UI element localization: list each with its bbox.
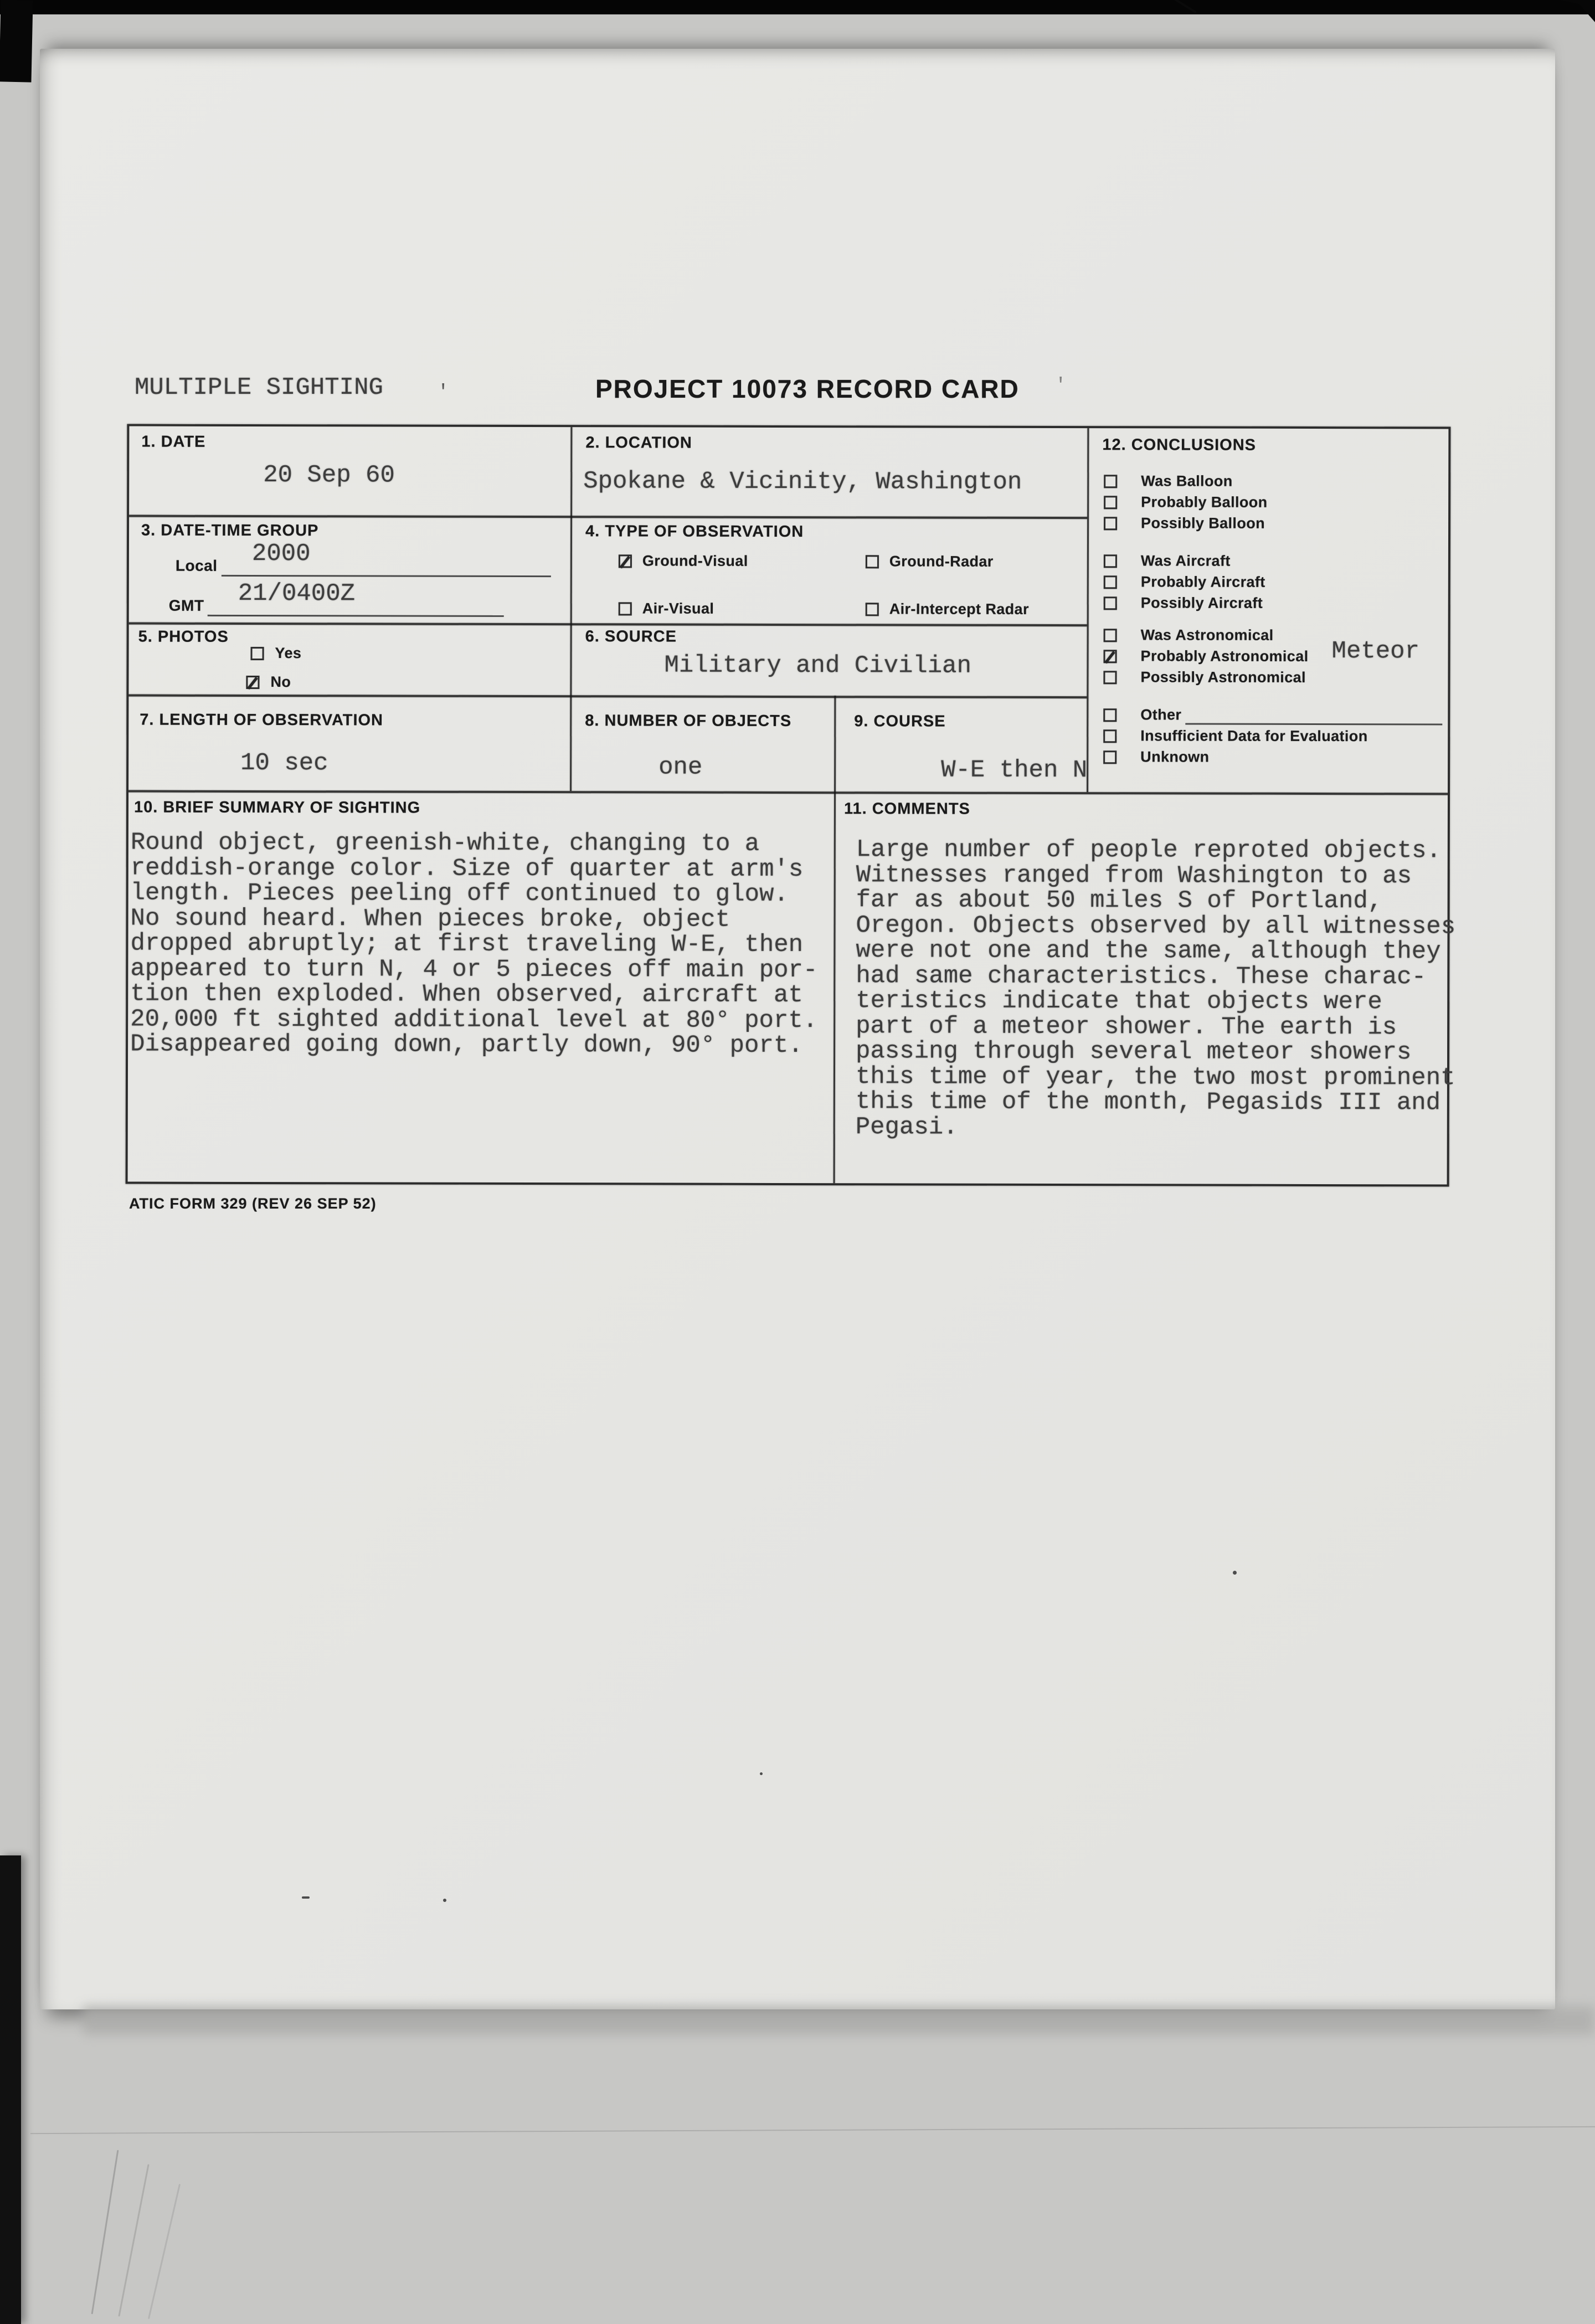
conclusions-label: 12. CONCLUSIONS <box>1102 436 1257 454</box>
fold-mark <box>118 2164 149 2316</box>
ink-speck <box>1233 1571 1237 1575</box>
number-of-objects-value: one <box>658 753 703 781</box>
photo-edge-left <box>0 1855 21 2324</box>
ink-speck <box>302 1896 310 1899</box>
location-value: Spokane & Vicinity, Washington <box>583 467 1022 496</box>
ground-radar-label: Ground-Radar <box>889 553 994 570</box>
probably-astronomical-label: Probably Astronomical <box>1140 647 1309 665</box>
ground-radar-checkbox <box>866 555 879 568</box>
gmt-underline <box>208 615 504 617</box>
was-balloon-label: Was Balloon <box>1141 472 1233 490</box>
air-visual-checkbox <box>619 602 632 615</box>
gmt-label: GMT <box>168 597 204 614</box>
stray-tick-mark: ' <box>1055 376 1067 397</box>
grid-line <box>1087 428 1089 792</box>
paper-shadow <box>83 2006 1595 2035</box>
page-title: PROJECT 10073 RECORD CARD <box>595 374 1020 403</box>
other-label: Other <box>1140 706 1182 723</box>
photos-no-checkbox <box>246 676 259 689</box>
grid-line <box>570 427 572 791</box>
comments-label: 11. COMMENTS <box>843 800 970 818</box>
ink-speck <box>760 1772 763 1775</box>
possibly-balloon-checkbox <box>1104 517 1117 530</box>
probably-balloon-label: Probably Balloon <box>1141 493 1268 511</box>
insufficient-data-checkbox <box>1103 729 1116 743</box>
other-underline <box>1185 723 1442 726</box>
air-intercept-radar-label: Air-Intercept Radar <box>889 600 1029 618</box>
unknown-label: Unknown <box>1140 748 1210 765</box>
length-of-observation-value: 10 sec <box>240 749 328 778</box>
local-value: 2000 <box>251 539 311 568</box>
course-value: W-E then N <box>941 756 1088 785</box>
grid-line <box>834 696 836 791</box>
brief-summary-text: Round object, greenish-white, changing to a reddish-orange color. Size of quarter at arm's length. Pieces peeling off continued to glow. No sound heard. When pieces broke, object dropped abruptly; at first traveling W-E, then appeared to turn N, 4 or 5 pieces off main por- tion then exploded. When observed, aircraft at 20,000 ft sighted additional level at 80° port. Disappeared going down, partly down, 90° port. <box>130 829 818 1060</box>
was-astronomical-checkbox <box>1104 629 1117 642</box>
record-card-table <box>126 424 1456 1186</box>
local-label: Local <box>175 557 218 574</box>
other-checkbox <box>1103 708 1116 722</box>
brief-summary-label: 10. BRIEF SUMMARY OF SIGHTING <box>133 798 421 817</box>
unknown-checkbox <box>1103 750 1116 764</box>
was-astronomical-label: Was Astronomical <box>1140 626 1274 644</box>
local-underline <box>222 575 551 577</box>
page-left-note: MULTIPLE SIGHTING <box>135 374 383 402</box>
possibly-aircraft-label: Possibly Aircraft <box>1140 594 1263 611</box>
grid-line <box>128 695 1087 699</box>
insufficient-data-label: Insufficient Data for Evaluation <box>1140 727 1368 745</box>
probably-astronomical-annotation: Meteor <box>1331 637 1420 666</box>
probably-balloon-checkbox <box>1104 496 1117 509</box>
source-value: Military and Civilian <box>664 651 972 680</box>
ink-speck <box>443 1899 446 1902</box>
possibly-astronomical-checkbox <box>1103 671 1116 684</box>
possibly-aircraft-checkbox <box>1104 597 1117 610</box>
location-label: 2. LOCATION <box>585 434 692 452</box>
grid-line <box>129 515 1087 520</box>
form-id-footer: ATIC FORM 329 (REV 26 SEP 52) <box>129 1195 377 1212</box>
was-balloon-checkbox <box>1104 475 1117 488</box>
possibly-astronomical-label: Possibly Astronomical <box>1140 669 1306 686</box>
photo-edge-top <box>0 0 1595 14</box>
fold-mark <box>148 2184 181 2319</box>
stray-tick-mark: ' <box>438 382 449 403</box>
fold-mark <box>91 2150 119 2315</box>
ground-visual-label: Ground-Visual <box>642 552 748 569</box>
possibly-balloon-label: Possibly Balloon <box>1141 515 1265 532</box>
photo-corner-topleft <box>0 0 33 83</box>
was-aircraft-label: Was Aircraft <box>1140 552 1231 569</box>
photos-label: 5. PHOTOS <box>138 628 229 646</box>
grid-line <box>128 790 1448 795</box>
length-of-observation-label: 7. LENGTH OF OBSERVATION <box>140 711 384 729</box>
course-label: 9. COURSE <box>854 712 946 731</box>
grid-line <box>129 623 1087 627</box>
date-time-group-label: 3. DATE-TIME GROUP <box>141 521 319 540</box>
photos-no-label: No <box>270 673 291 691</box>
air-visual-label: Air-Visual <box>642 600 714 617</box>
source-label: 6. SOURCE <box>585 628 677 646</box>
photos-yes-checkbox <box>251 647 264 660</box>
was-aircraft-checkbox <box>1104 554 1117 568</box>
air-intercept-radar-checkbox <box>866 603 879 616</box>
type-of-observation-label: 4. TYPE OF OBSERVATION <box>585 522 804 541</box>
comments-text: Large number of people reproted objects. Witnesses ranged from Washington to as far as about 50 miles S of Portland, Oregon. Objects observed by all witnesses were not one and the same, although they had same characteristics. These charac- teristics indicate that objects were part of a meteor shower. The earth is passing through several meteor showers this time of year, the two most prominent this time of the month, Pegasids III and Pegasi. <box>855 836 1456 1142</box>
grid-line <box>833 791 836 1183</box>
ground-visual-checkbox <box>619 554 632 568</box>
number-of-objects-label: 8. NUMBER OF OBJECTS <box>585 712 792 731</box>
probably-astronomical-checkbox <box>1104 650 1117 663</box>
crease-line <box>30 2126 1595 2134</box>
date-value: 20 Sep 60 <box>263 461 395 490</box>
probably-aircraft-label: Probably Aircraft <box>1140 573 1265 590</box>
probably-aircraft-checkbox <box>1104 575 1117 589</box>
gmt-value: 21/0400Z <box>238 579 356 608</box>
photos-yes-label: Yes <box>275 645 302 662</box>
date-label: 1. DATE <box>141 433 206 451</box>
